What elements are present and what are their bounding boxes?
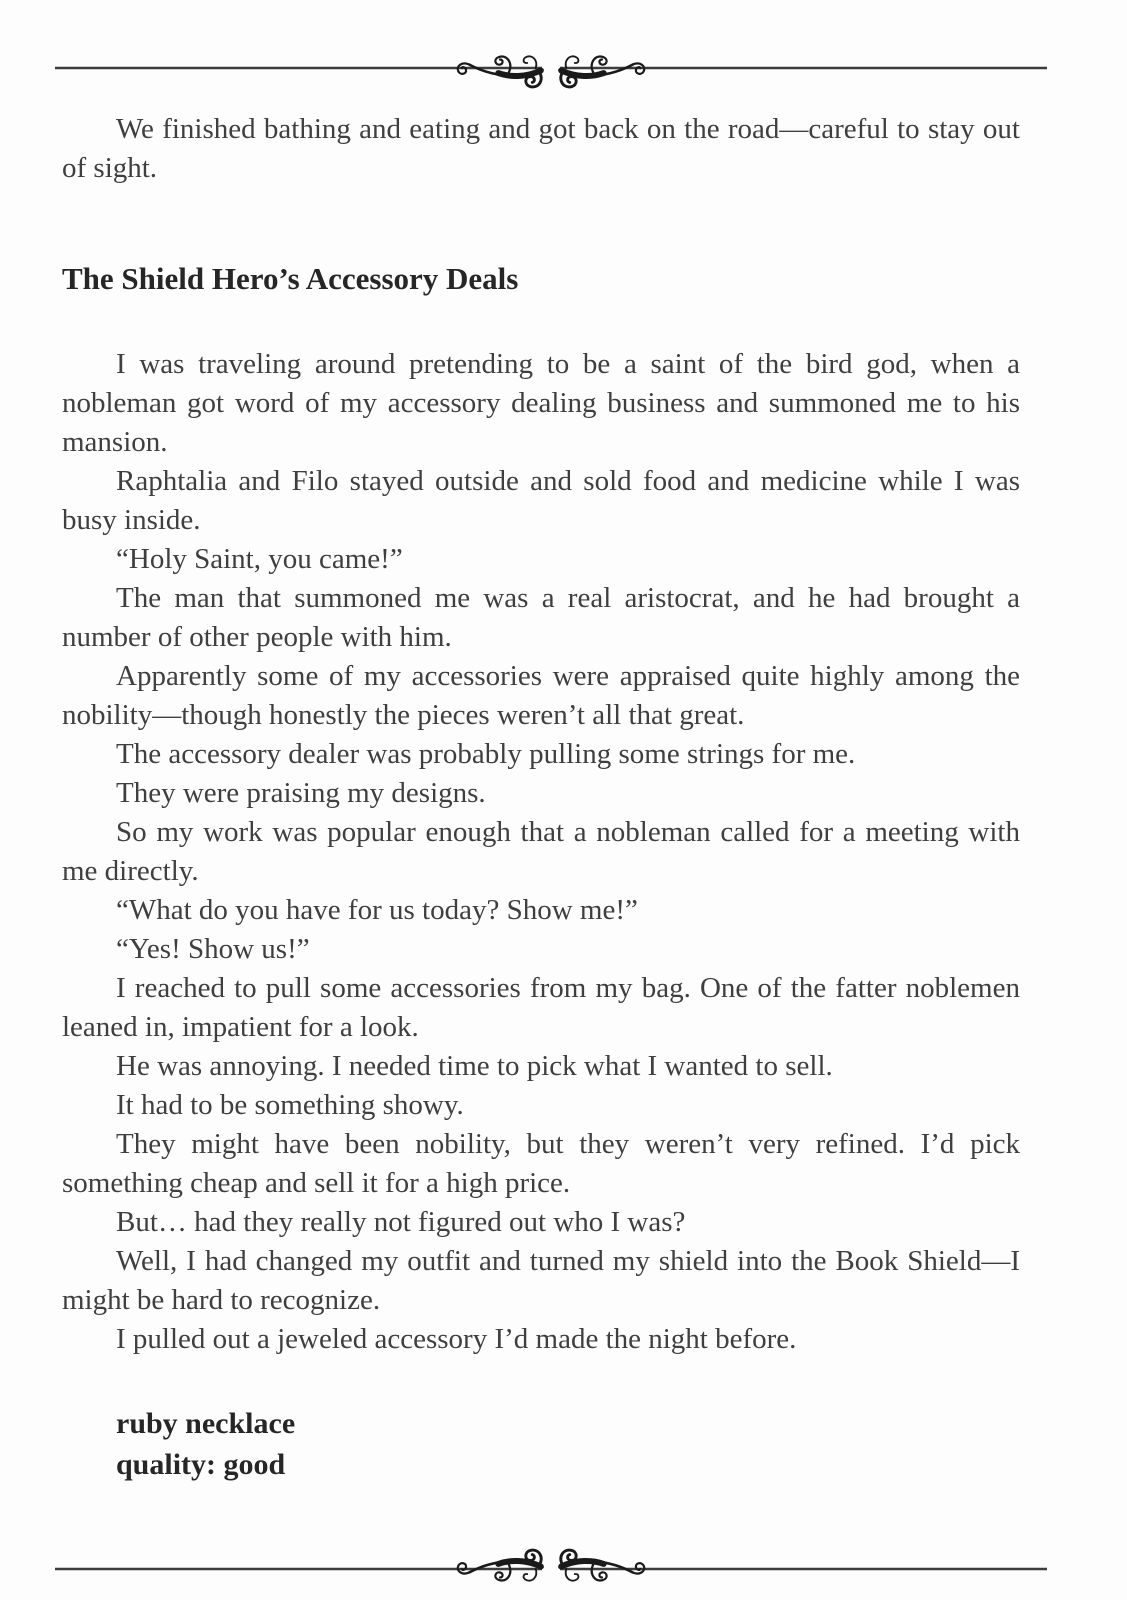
story-paragraph: Apparently some of my accessories were appraised quite highly among the nobility—though honestly the pieces weren’t all that great. bbox=[62, 659, 1020, 731]
story-paragraph: The man that summoned me was a real aristocrat, and he had brought a number of other people with him. bbox=[62, 581, 1020, 653]
flourish-divider-icon bbox=[55, 1537, 1047, 1600]
story-paragraphs bbox=[62, 345, 1020, 1359]
story-paragraph: So my work was popular enough that a nobleman called for a meeting with me directly. bbox=[62, 815, 1020, 887]
story-paragraph: “Holy Saint, you came!” bbox=[116, 542, 403, 575]
story-paragraph: But… had they really not figured out who I was? bbox=[116, 1205, 686, 1238]
bottom-flourish-divider bbox=[55, 1537, 1047, 1600]
story-paragraph: “What do you have for us today? Show me!” bbox=[116, 893, 638, 926]
page-content bbox=[0, 110, 1127, 1485]
item-quality: quality: good bbox=[116, 1447, 286, 1481]
story-paragraph: I pulled out a jeweled accessory I’d made the night before. bbox=[116, 1322, 797, 1355]
story-paragraph: I reached to pull some accessories from my bag. One of the fatter noblemen leaned in, impatient for a look. bbox=[62, 971, 1020, 1043]
story-paragraph: Raphtalia and Filo stayed outside and sold food and medicine while I was busy inside. bbox=[62, 464, 1020, 536]
story-paragraph: I was traveling around pretending to be a saint of the bird god, when a nobleman got word of my accessory dealing business and summoned me to his mansion. bbox=[62, 347, 1020, 458]
story-paragraph: “Yes! Show us!” bbox=[116, 932, 310, 965]
item-name: ruby necklace bbox=[116, 1406, 296, 1440]
flourish-divider-icon bbox=[55, 36, 1047, 100]
top-flourish-divider bbox=[55, 36, 1047, 100]
story-paragraph: He was annoying. I needed time to pick what I wanted to sell. bbox=[116, 1049, 833, 1082]
story-paragraph: It had to be something showy. bbox=[116, 1088, 464, 1121]
story-paragraph: Well, I had changed my outfit and turned my shield into the Book Shield—I might be hard to recognize. bbox=[62, 1244, 1020, 1316]
story-paragraph: They might have been nobility, but they weren’t very refined. I’d pick something cheap and sell it for a high price. bbox=[62, 1127, 1020, 1199]
story-paragraph: They were praising my designs. bbox=[116, 776, 486, 809]
section-heading: The Shield Hero’s Accessory Deals bbox=[62, 261, 519, 296]
story-paragraph: The accessory dealer was probably pulling some strings for me. bbox=[116, 737, 856, 770]
item-status-block bbox=[116, 1403, 1020, 1485]
opening-paragraph: We finished bathing and eating and got back on the road—careful to stay out of sight. bbox=[62, 113, 1020, 184]
